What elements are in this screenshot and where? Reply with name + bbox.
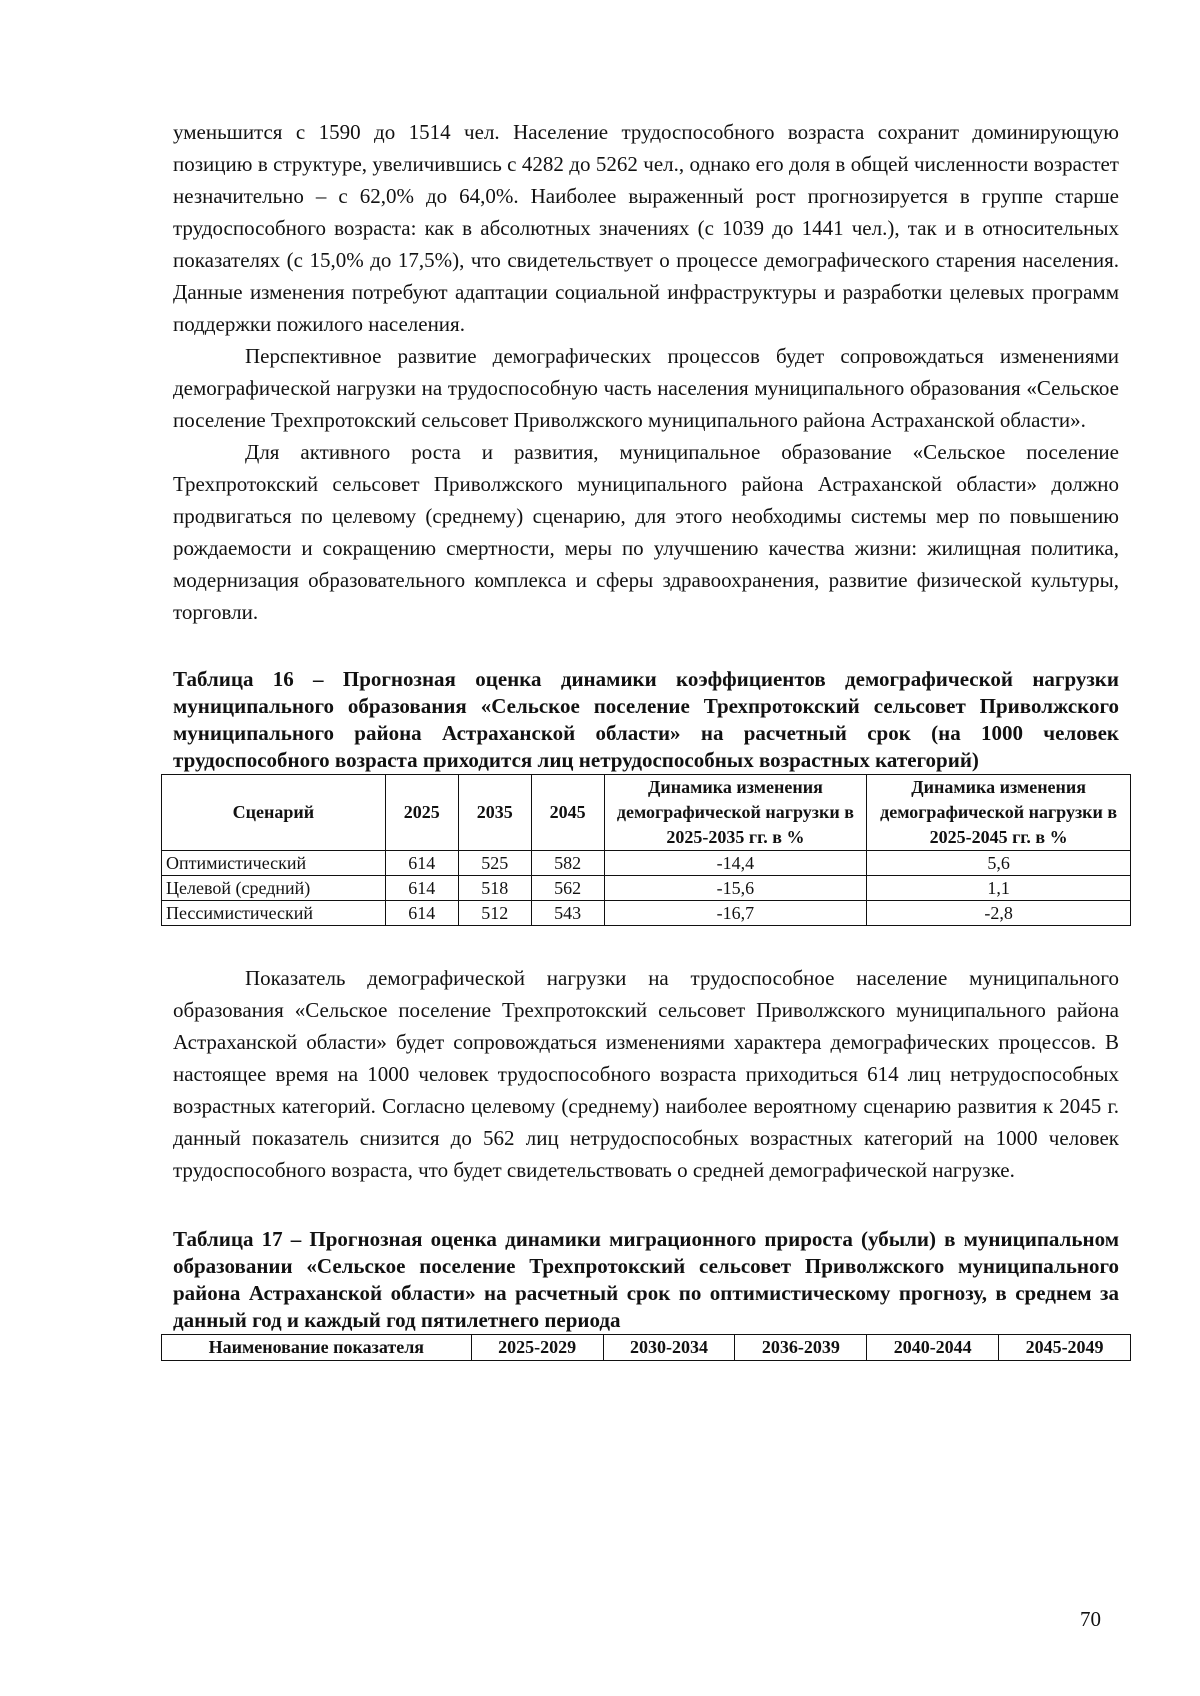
- table-row: [162, 851, 1131, 876]
- paragraph: Перспективное развитие демографических процессов будет сопровождаться изменениями демографической нагрузки на трудоспособную часть населения муниципального образования «Сельское поселение Трехпротокский сельсовет Приволжского муниципального района Астраханской области».: [173, 344, 1119, 432]
- table-cell: 614: [385, 876, 458, 901]
- paragraph: Для активного роста и развития, муниципальное образование «Сельское поселение Трехпротокский сельсовет Приволжского муниципального района Астраханской области» должно продвигаться по целевому (среднему) сценарию, для этого необходимы системы мер по повышению рождаемости и сокращению смертности, меры по улучшению качества жизни: жилищная политика, модернизация образовательного комплекса и сферы здравоохранения, развитие физической культуры, торговли.: [173, 440, 1119, 624]
- table-16: [161, 774, 1131, 926]
- paragraph: Показатель демографической нагрузки на трудоспособное население муниципального образования «Сельское поселение Трехпротокский сельсовет Приволжского муниципального района Астраханской области» будет сопровождаться изменениями характера демографических процессов. В настоящее время на 1000 человек трудоспособного возраста приходиться 614 лиц нетрудоспособных возрастных категорий. Согласно целевому (среднему) наиболее вероятному сценарию развития к 2045 г. данный показатель снизится до 562 лиц нетрудоспособных возрастных категорий на 1000 человек трудоспособного возраста, что будет свидетельствовать о средней демографической нагрузке.: [173, 966, 1119, 1182]
- table-cell: 1,1: [867, 876, 1131, 901]
- column-header: 2035: [458, 775, 531, 851]
- column-header: 2045: [531, 775, 604, 851]
- column-header: Сценарий: [162, 775, 386, 851]
- paragraph: уменьшится с 1590 до 1514 чел. Население трудоспособного возраста сохранит доминирующую позицию в структуре, увеличившись с 4282 до 5262 чел., однако его доля в общей численности возрастет незначительно – с 62,0% до 64,0%. Наиболее выраженный рост прогнозируется в группе старше трудоспособного возраста: как в абсолютных значениях (с 1039 до 1441 чел.), так и в относительных показателях (с 15,0% до 17,5%), что свидетельствует о процессе демографического старения населения. Данные изменения потребуют адаптации социальной инфраструктуры и разработки целевых программ поддержки пожилого населения.: [173, 120, 1119, 336]
- column-header: 2036-2039: [735, 1335, 867, 1361]
- table-cell: 5,6: [867, 851, 1131, 876]
- table-cell: 582: [531, 851, 604, 876]
- table-row: [162, 901, 1131, 926]
- table-header-row: [162, 1335, 1131, 1361]
- table-cell: 512: [458, 901, 531, 926]
- table-row: [162, 876, 1131, 901]
- table-16-caption: Таблица 16 – Прогнозная оценка динамики коэффициентов демографической нагрузки муниципального образования «Сельское поселение Трехпротокский сельсовет Приволжского муниципального района Астраханской области» на расчетный срок (на 1000 человек трудоспособного возраста приходится лиц нетрудоспособных возрастных категорий): [173, 667, 1119, 772]
- page-number: 70: [1080, 1607, 1101, 1631]
- table-cell: 518: [458, 876, 531, 901]
- page-content: [166, 116, 1119, 1361]
- table-cell: -16,7: [604, 901, 867, 926]
- column-header: 2030-2034: [603, 1335, 735, 1361]
- column-header: 2040-2044: [867, 1335, 999, 1361]
- table-cell: -15,6: [604, 876, 867, 901]
- table-cell: Целевой (средний): [162, 876, 386, 901]
- table-cell: 614: [385, 901, 458, 926]
- column-header: Наименование показателя: [162, 1335, 472, 1361]
- table-17-caption: Таблица 17 – Прогнозная оценка динамики миграционного прироста (убыли) в муниципальном образовании «Сельское поселение Трехпротокский сельсовет Приволжского муниципального района Астраханской области» на расчетный срок по оптимистическому прогнозу, в среднем за данный год и каждый год пятилетнего периода: [173, 1227, 1119, 1332]
- column-header: Динамика изменения демографической нагрузки в 2025-2045 гг. в %: [867, 775, 1131, 851]
- table-cell: 614: [385, 851, 458, 876]
- column-header: 2025: [385, 775, 458, 851]
- table-cell: Пессимистический: [162, 901, 386, 926]
- column-header: Динамика изменения демографической нагрузки в 2025-2035 гг. в %: [604, 775, 867, 851]
- table-header-row: [162, 775, 1131, 851]
- table-cell: 562: [531, 876, 604, 901]
- table-17: [161, 1334, 1131, 1361]
- column-header: 2045-2049: [999, 1335, 1131, 1361]
- table-cell: 543: [531, 901, 604, 926]
- column-header: 2025-2029: [471, 1335, 603, 1361]
- table-cell: 525: [458, 851, 531, 876]
- table-cell: Оптимистический: [162, 851, 386, 876]
- table-cell: -2,8: [867, 901, 1131, 926]
- table-cell: -14,4: [604, 851, 867, 876]
